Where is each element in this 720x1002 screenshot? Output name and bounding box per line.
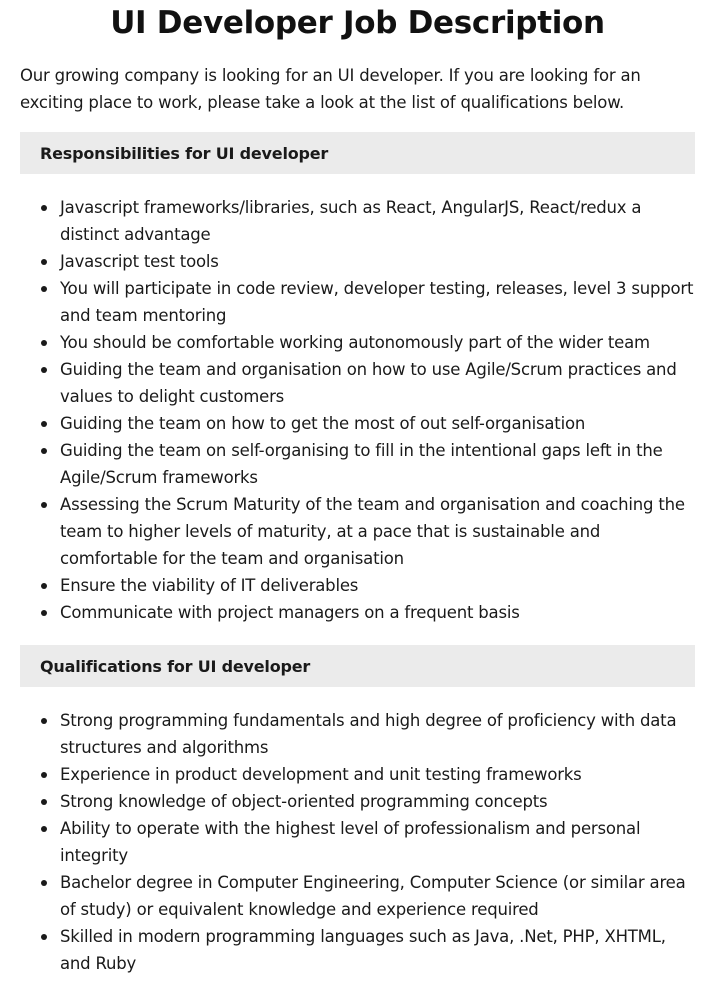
list-item xyxy=(20,923,695,977)
bullet-icon xyxy=(41,718,47,724)
list-item-text: You will participate in code review, developer testing, releases, level 3 support and team mentoring xyxy=(60,279,694,325)
list-item-text: Guiding the team and organisation on how to use Agile/Scrum practices and values to delight customers xyxy=(60,360,677,406)
page-title: UI Developer Job Description xyxy=(110,5,605,41)
bullet-icon xyxy=(41,610,47,616)
responsibilities-header xyxy=(20,132,695,174)
list-item xyxy=(20,248,695,275)
bullet-icon xyxy=(41,286,47,292)
bullet-icon xyxy=(41,421,47,427)
bullet-icon xyxy=(41,826,47,832)
list-item xyxy=(20,707,695,761)
bullet-icon xyxy=(41,934,47,940)
list-item-text: Strong knowledge of object-oriented programming concepts xyxy=(60,792,548,811)
bullet-icon xyxy=(41,772,47,778)
list-item xyxy=(20,437,695,491)
list-item xyxy=(20,788,695,815)
list-item-text: Ensure the viability of IT deliverables xyxy=(60,576,359,595)
list-item xyxy=(20,275,695,329)
responsibilities-list xyxy=(20,194,695,626)
bullet-icon xyxy=(41,583,47,589)
list-item-text: Strong programming fundamentals and high degree of proficiency with data structures and algorithms xyxy=(60,711,677,757)
list-item-text: Guiding the team on self-organising to fill in the intentional gaps left in the Agile/Scrum frameworks xyxy=(60,441,663,487)
qualifications-heading: Qualifications for UI developer xyxy=(40,656,311,676)
bullet-icon xyxy=(41,880,47,886)
responsibilities-heading: Responsibilities for UI developer xyxy=(40,143,329,163)
list-item xyxy=(20,572,695,599)
list-item xyxy=(20,194,695,248)
intro-paragraph: Our growing company is looking for an UI developer. If you are looking for an exciting place to work, please take a look at the list of qualifications below. xyxy=(20,66,641,112)
qualifications-header xyxy=(20,645,695,687)
list-item-text: Bachelor degree in Computer Engineering, Computer Science (or similar area of study) or equivalent knowledge and experience required xyxy=(60,873,686,919)
list-item xyxy=(20,869,695,923)
bullet-icon xyxy=(41,367,47,373)
bullet-icon xyxy=(41,205,47,211)
list-item xyxy=(20,815,695,869)
list-item-text: Javascript frameworks/libraries, such as React, AngularJS, React/redux a distinct advantage xyxy=(60,198,642,244)
list-item-text: Assessing the Scrum Maturity of the team and organisation and coaching the team to higher levels of maturity, at a pace that is sustainable and comfortable for the team and organisation xyxy=(60,495,685,568)
bullet-icon xyxy=(41,340,47,346)
list-item-text: Ability to operate with the highest level of professionalism and personal integrity xyxy=(60,819,641,865)
bullet-icon xyxy=(41,502,47,508)
list-item xyxy=(20,410,695,437)
list-item-text: Skilled in modern programming languages such as Java, .Net, PHP, XHTML, and Ruby xyxy=(60,927,666,973)
bullet-icon xyxy=(41,799,47,805)
list-item-text: Communicate with project managers on a frequent basis xyxy=(60,603,520,622)
list-item xyxy=(20,761,695,788)
list-item-text: Experience in product development and unit testing frameworks xyxy=(60,765,582,784)
bullet-icon xyxy=(41,448,47,454)
list-item xyxy=(20,329,695,356)
qualifications-list xyxy=(20,707,695,977)
list-item xyxy=(20,491,695,572)
list-item-text: Guiding the team on how to get the most of out self-organisation xyxy=(60,414,586,433)
list-item-text: You should be comfortable working autonomously part of the wider team xyxy=(60,333,650,352)
list-item xyxy=(20,599,695,626)
list-item xyxy=(20,356,695,410)
list-item-text: Javascript test tools xyxy=(60,252,219,271)
bullet-icon xyxy=(41,259,47,265)
